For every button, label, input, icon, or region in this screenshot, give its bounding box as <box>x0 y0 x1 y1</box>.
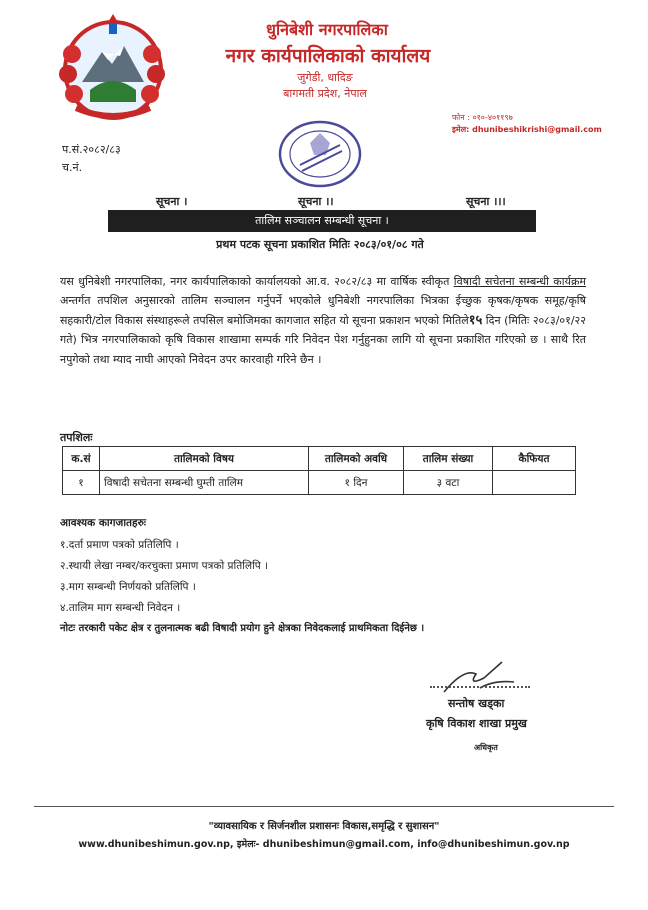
signatory-authority: अधिकृत <box>474 743 498 752</box>
office-phone: फोन : ०१०-४०११९७ <box>452 113 513 122</box>
office-email: इमेल: dhunibeshikrishi@gmail.com <box>452 125 602 134</box>
cell-remarks <box>493 471 576 495</box>
cell-count: ३ वटा <box>404 471 493 495</box>
notice-subject-banner: तालिम सञ्चालन सम्बन्धी सूचना । <box>108 210 536 232</box>
col-subject: तालिमको विषय <box>100 447 309 471</box>
body-text-2: अन्तर्गत तपशिल अनुसारको तालिम सञ्चालन गर्नुपर्ने भएकोले धुनिबेशी नगरपालिका भित्रका ईच्छुक कृषक/कृषक समूह/कृषि सहकारी/टोल विकास संस्थाहरूले तपसिल बमोजिमका कागजात सहित यो सूचना प्रकाशन भएको मितिले <box>60 294 586 327</box>
notice-mark-3: सूचना ।।। <box>466 195 506 208</box>
program-name: विषादी सचेतना सम्बन्धी कार्यक्रम <box>453 275 587 288</box>
reference-number: प.सं.२०८२/८३ <box>62 143 121 156</box>
cell-subject: विषादी सचेतना सम्बन्धी घुम्ती तालिम <box>100 471 309 495</box>
office-seal-stamp <box>270 115 370 193</box>
col-count: तालिम संख्या <box>404 447 493 471</box>
footer-divider <box>34 806 614 807</box>
nepal-emblem-icon <box>52 12 174 124</box>
deadline-days: १५ <box>468 312 483 328</box>
signature-line <box>430 680 530 688</box>
requirements-heading: आवश्यक कागजातहरुः <box>60 517 147 529</box>
signatory-name: सन्तोष खड्का <box>448 697 505 710</box>
cell-serial: १ <box>63 471 100 495</box>
municipality-name: धुनिबेशी नगरपालिका <box>266 20 388 39</box>
training-table <box>62 446 576 495</box>
office-location: जुगेडी, धादिङ <box>297 71 353 84</box>
handwritten-signature <box>424 658 524 698</box>
notice-body <box>60 272 586 369</box>
requirement-item: २.स्थायी लेखा नम्बर/करचुक्ता प्रमाण पत्रको प्रतिलिपि । <box>60 560 269 572</box>
details-label: तपशिलः <box>60 431 93 444</box>
table-header-row <box>63 447 576 471</box>
office-province: बागमती प्रदेश, नेपाल <box>283 87 367 100</box>
notice-mark-1: सूचना । <box>156 195 188 208</box>
body-text-1: यस धुनिबेशी नगरपालिका, नगर कार्यपालिकाको कार्यालयको आ.व. २०८२/८३ मा वार्षिक स्वीकृत <box>60 275 454 288</box>
requirement-item: १.दर्ता प्रमाण पत्रको प्रतिलिपि । <box>60 539 179 551</box>
signatory-title: कृषि विकाश शाखा प्रमुख <box>426 717 527 730</box>
table-row <box>63 471 576 495</box>
publish-date: प्रथम पटक सूचना प्रकाशित मितिः २०८३/०१/०८ गते <box>216 238 424 251</box>
office-name: नगर कार्यपालिकाको कार्यालय <box>225 45 431 67</box>
dispatch-number: च.नं. <box>62 161 83 174</box>
requirement-item: ४.तालिम माग सम्बन्धी निवेदन । <box>60 602 181 614</box>
col-remarks: कैफियत <box>493 447 576 471</box>
footer-motto: "व्यावसायिक र सिर्जनशील प्रशासनः विकास,समृद्धि र सुशासन" <box>208 821 440 832</box>
cell-duration: १ दिन <box>309 471 404 495</box>
requirement-item: ३.माग सम्बन्धी निर्णयको प्रतिलिपि । <box>60 581 196 593</box>
notice-mark-2: सूचना ।। <box>298 195 334 208</box>
footer-contact: www.dhunibeshimun.gov.np, इमेलः- dhunibeshimun@gmail.com, info@dhunibeshimun.gov.np <box>78 839 570 850</box>
col-duration: तालिमको अवधि <box>309 447 404 471</box>
body-text-3: दिन (मितिः २०८३/०१/२२ गते) भित्र नगरपालिकाको कृषि विकास शाखामा सम्पर्क गरि निवेदन पेश गर्नुहुनका लागि यो सूचना प्रकाशित गरिएको छ । साथै रित नपुगेको तथा म्याद नाघी आएको निवेदन उपर कारवाही गरिने छैन । <box>60 313 586 366</box>
col-serial: क.सं <box>63 447 100 471</box>
priority-note: नोटः तरकारी पकेट क्षेत्र र तुलनात्मक बढी विषादी प्रयोग हुने क्षेत्रका निवेदकलाई प्राथमिकता दिईनेछ । <box>60 623 425 634</box>
